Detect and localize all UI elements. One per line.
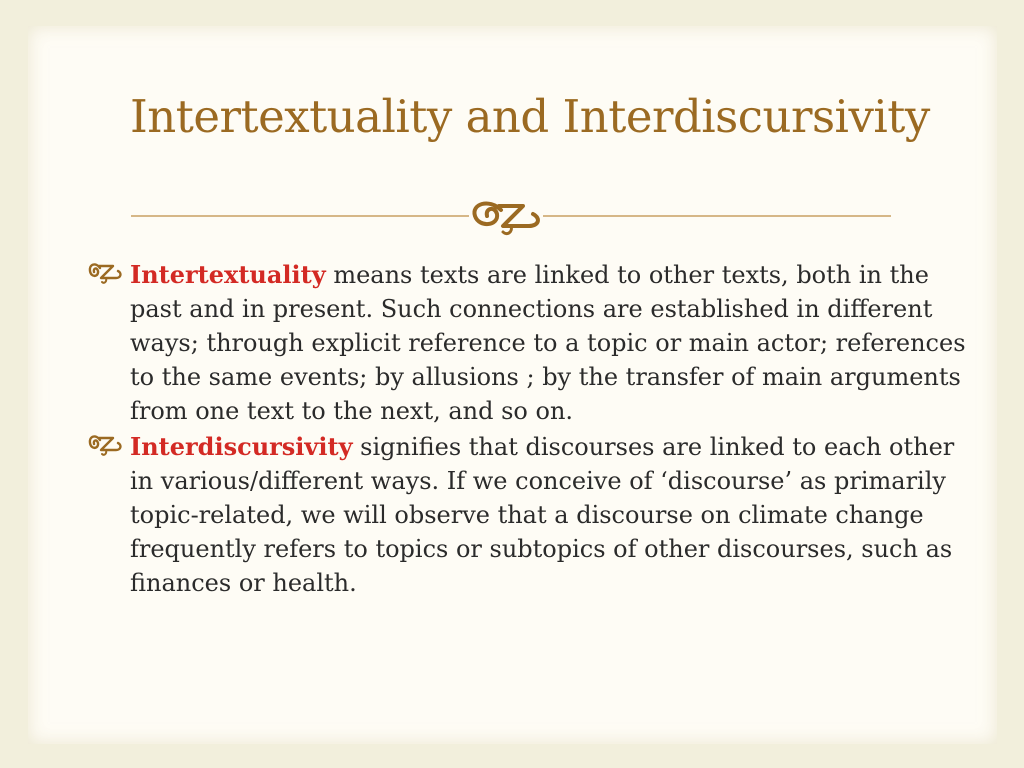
ornament-flourish-icon: [131, 196, 891, 236]
scroll-bullet-icon: [86, 259, 124, 285]
term-interdiscursivity: Interdiscursivity: [130, 432, 353, 461]
bullet-interdiscursivity: [86, 430, 966, 600]
title-divider: [131, 196, 891, 236]
bullet-text: means texts are linked to other texts, both in the past and in present. Such connections are established in different ways; through explicit reference to a topic or main actor; references to the same events; by allusions ; by the transfer of main arguments from one text to the next, and so on.: [130, 261, 966, 425]
slide-content: [86, 258, 966, 602]
bullet-intertextuality: [86, 258, 966, 428]
slide-title: Intertextuality and Interdiscursivity: [130, 90, 930, 143]
bullet-text: signifies that discourses are linked to each other in various/different ways. If we conceive of ‘discourse’ as primarily topic-related, we will observe that a discourse on climate change frequently refers to topics or subtopics of other discourses, such as finances or health.: [130, 433, 955, 597]
scroll-bullet-icon: [86, 431, 124, 457]
term-intertextuality: Intertextuality: [130, 260, 326, 289]
